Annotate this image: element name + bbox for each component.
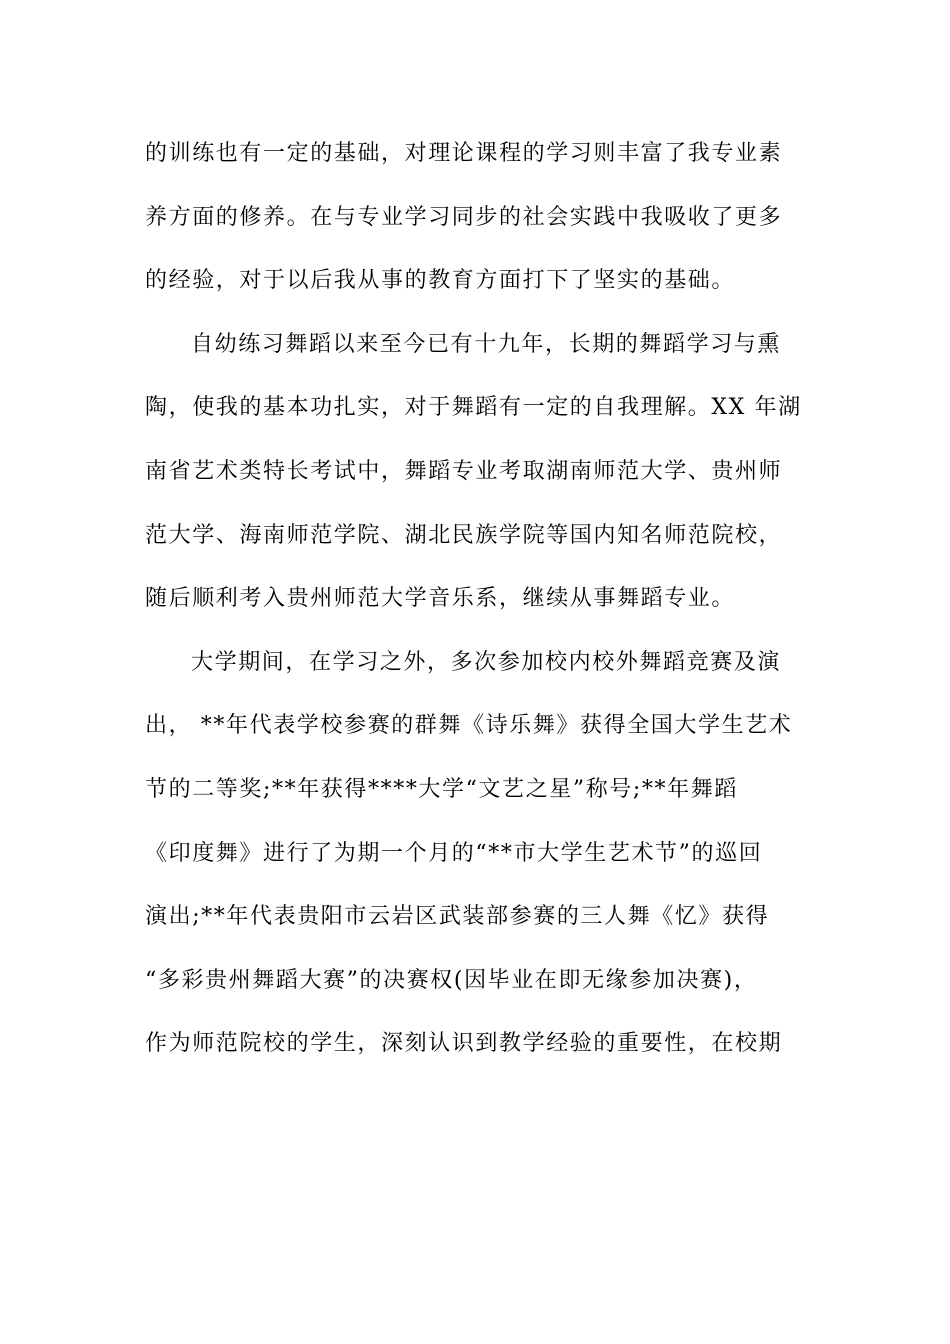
text-line: “多彩贵州舞蹈大赛”的决赛权(因毕业在即无缘参加决赛)， — [145, 967, 758, 993]
paragraph-1 — [145, 128, 825, 319]
body-text — [145, 128, 825, 1082]
text-line: 养方面的修养。在与专业学习同步的社会实践中我吸收了更多 — [145, 204, 783, 230]
text-line: 的训练也有一定的基础，对理论课程的学习则丰富了我专业素 — [145, 141, 783, 166]
text-line: 范大学、海南师范学院、湖北民族学院等国内知名师范院校， — [145, 522, 783, 548]
text-line: 自幼练习舞蹈以来至今已有十九年，长期的舞蹈学习与熏 — [191, 331, 782, 357]
text-line: 大学期间，在学习之外，多次参加校内校外舞蹈竞赛及演 — [191, 649, 782, 675]
text-line: 《印度舞》进行了为期一个月的“**市大学生艺术节”的巡回 — [145, 840, 763, 866]
text-line: 随后顺利考入贵州师范大学音乐系，继续从事舞蹈专业。 — [145, 586, 736, 612]
text-line: 陶，使我的基本功扎实，对于舞蹈有一定的自我理解。XX 年湖 — [145, 395, 802, 421]
text-line: 出， **年代表学校参赛的群舞《诗乐舞》获得全国大学生艺术 — [145, 713, 793, 739]
paragraph-2 — [145, 319, 825, 637]
paragraph-3 — [145, 637, 825, 1082]
text-line: 的经验，对于以后我从事的教育方面打下了坚实的基础。 — [145, 268, 736, 294]
text-line: 节的二等奖;**年获得****大学“文艺之星”称号;**年舞蹈 — [145, 776, 738, 802]
text-line: 演出;**年代表贵阳市云岩区武装部参赛的三人舞《忆》获得 — [145, 904, 770, 930]
text-line: 南省艺术类特长考试中，舞蹈专业考取湖南师范大学、贵州师 — [145, 458, 783, 484]
text-line: 作为师范院校的学生，深刻认识到教学经验的重要性，在校期 — [145, 1031, 783, 1057]
